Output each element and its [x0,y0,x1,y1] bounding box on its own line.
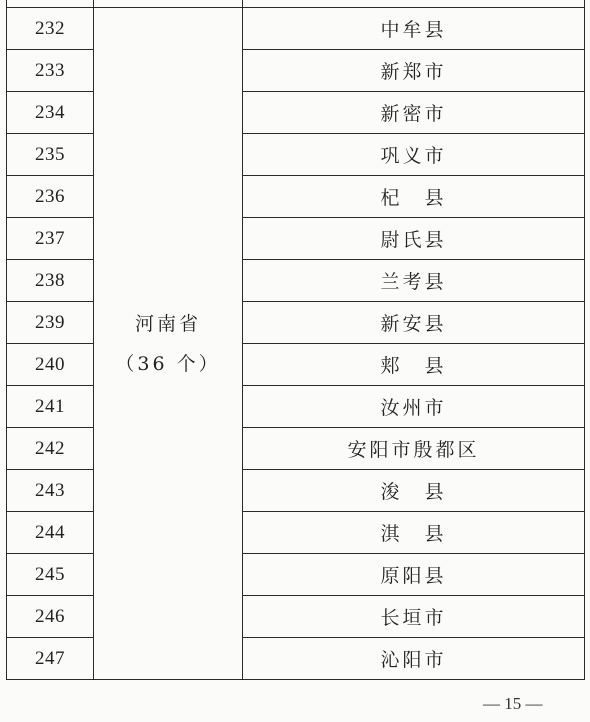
province-count: （36 个） [115,352,221,375]
row-number: 236 [7,176,94,218]
row-number: 232 [7,8,94,50]
table-row [7,512,585,554]
county-name: 原阳县 [243,554,585,596]
table-row [7,302,585,344]
table-row [7,218,585,260]
province-name: 河南省 [134,312,201,335]
table-row [7,50,585,92]
county-name: 新安县 [243,302,585,344]
county-table [6,0,585,680]
table-row [7,386,585,428]
page-number: — 15 — [483,694,543,713]
county-name: 郏 县 [243,344,585,386]
county-name: 汝州市 [243,386,585,428]
county-name: 尉氏县 [243,218,585,260]
province-cell-previous [94,0,243,8]
table-row [7,344,585,386]
number-cell [7,0,94,8]
table-row [7,8,585,50]
table-row [7,134,585,176]
county-name: 淇 县 [243,512,585,554]
row-number: 242 [7,428,94,470]
table-row [7,176,585,218]
row-number: 241 [7,386,94,428]
row-number: 246 [7,596,94,638]
table-row [7,638,585,680]
county-name: 杞 县 [243,176,585,218]
county-name: 沁阳市 [243,638,585,680]
table-row-top-remnant [7,0,585,8]
table-row [7,92,585,134]
county-cell [243,0,585,8]
row-number: 235 [7,134,94,176]
county-name: 中牟县 [243,8,585,50]
table-row [7,596,585,638]
row-number: 243 [7,470,94,512]
county-name: 巩义市 [243,134,585,176]
row-number: 233 [7,50,94,92]
row-number: 234 [7,92,94,134]
table-row [7,470,585,512]
county-name: 长垣市 [243,596,585,638]
table-row [7,554,585,596]
row-number: 239 [7,302,94,344]
county-name: 浚 县 [243,470,585,512]
row-number: 237 [7,218,94,260]
table-row [7,260,585,302]
county-name: 兰考县 [243,260,585,302]
row-number: 244 [7,512,94,554]
row-number: 247 [7,638,94,680]
province-cell [94,8,243,680]
row-number: 238 [7,260,94,302]
county-name: 新密市 [243,92,585,134]
county-name: 新郑市 [243,50,585,92]
row-number: 240 [7,344,94,386]
row-number: 245 [7,554,94,596]
county-name: 安阳市殷都区 [243,428,585,470]
county-table-body [7,0,585,680]
table-row [7,428,585,470]
